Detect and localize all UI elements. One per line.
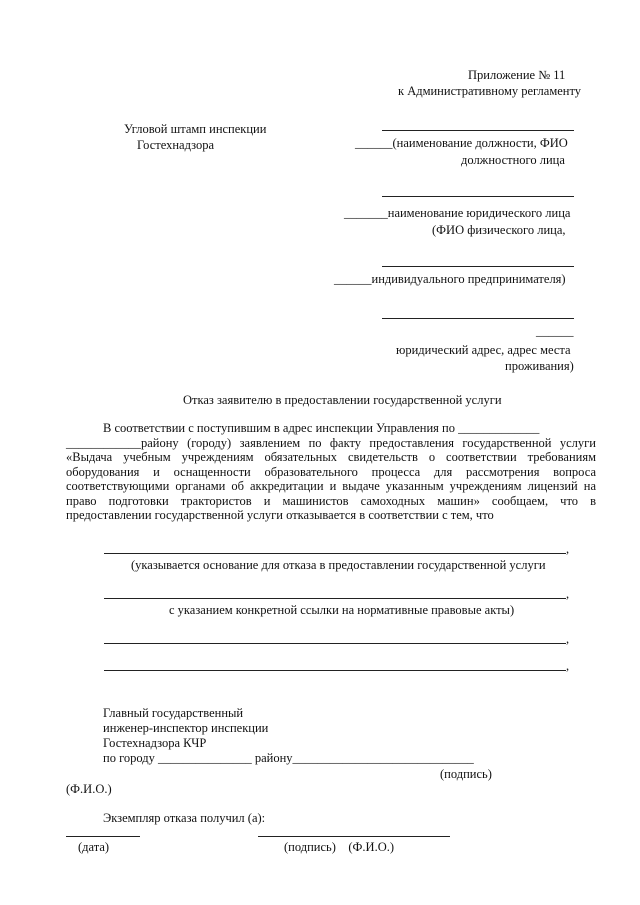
signatory-signature-label: (подпись)	[440, 767, 492, 781]
body-line-4: оборудования и оснащенности образовательного процесса для рассмотрения вопроса	[66, 464, 596, 479]
reason-line	[104, 553, 566, 554]
reason-line	[104, 598, 566, 599]
addressee-line	[382, 130, 574, 131]
reason-line	[104, 643, 566, 644]
body-line-1: В соответствии с поступившим в адрес инспекции Управления по _____________	[103, 421, 540, 435]
addressee-line	[382, 318, 574, 319]
addressee-underscore: ______	[536, 324, 574, 338]
receipt-date-line	[66, 836, 140, 837]
reason-line	[104, 670, 566, 671]
addressee-official: должностного лица	[461, 153, 565, 167]
body-line-2: ____________району (городу) заявлением по факту предоставления государственной услуги	[66, 436, 596, 450]
reason-comma: ,	[566, 632, 570, 646]
receipt-signature-fio-label: (подпись) (Ф.И.О.)	[284, 840, 395, 854]
stamp-label: Угловой штамп инспекции	[124, 122, 267, 136]
stamp-org: Гостехнадзора	[137, 138, 214, 152]
addressee-address: юридический адрес, адрес места	[396, 343, 571, 357]
regulation-reference: к Административному регламенту	[398, 84, 582, 98]
signatory-fio-label: (Ф.И.О.)	[66, 782, 112, 796]
receipt-label: Экземпляр отказа получил (а):	[103, 811, 266, 825]
reason-comma: ,	[566, 542, 570, 556]
addressee-entrepreneur: ______индивидуального предпринимателя)	[334, 272, 566, 286]
receipt-date-label: (дата)	[78, 840, 110, 854]
signatory-title-2: инженер-инспектор инспекции	[103, 721, 269, 735]
signatory-title-3: Гостехнадзора КЧР	[103, 736, 207, 750]
addressee-line	[382, 196, 574, 197]
reason-hint-1: (указывается основание для отказа в предоставлении государственной услуги	[131, 558, 546, 572]
body-line-3: «Выдача учебным учреждениям обязательных свидетельств о соответствии требованиям	[66, 450, 596, 465]
addressee-line	[382, 266, 574, 267]
document-title: Отказ заявителю в предоставлении государственной услуги	[183, 393, 502, 407]
signatory-district: по городу _______________ району_____________________________	[103, 751, 474, 765]
body-line-5: соответствующими органами об аккредитации и выдаче указанным учреждениям лицензий на	[66, 479, 596, 494]
addressee-legal-entity: _______наименование юридического лица	[344, 206, 571, 220]
body-line-6: право подготовки трактористов и машинистов самоходных машин» сообщаем, что в	[66, 493, 596, 508]
reason-comma: ,	[566, 659, 570, 673]
body-line-7: предоставлении государственной услуги отказывается в соответствии с тем, что	[66, 508, 494, 523]
appendix-number: Приложение № 11	[468, 68, 566, 82]
reason-comma: ,	[566, 587, 570, 601]
addressee-residence: проживания)	[505, 359, 574, 373]
addressee-individual: (ФИО физического лица,	[432, 223, 566, 237]
addressee-position: ______(наименование должности, ФИО	[355, 136, 568, 150]
signatory-title-1: Главный государственный	[103, 706, 244, 720]
reason-hint-2: с указанием конкретной ссылки на нормативные правовые акты)	[169, 603, 515, 617]
receipt-signature-line	[258, 836, 450, 837]
body-paragraph	[66, 436, 596, 522]
